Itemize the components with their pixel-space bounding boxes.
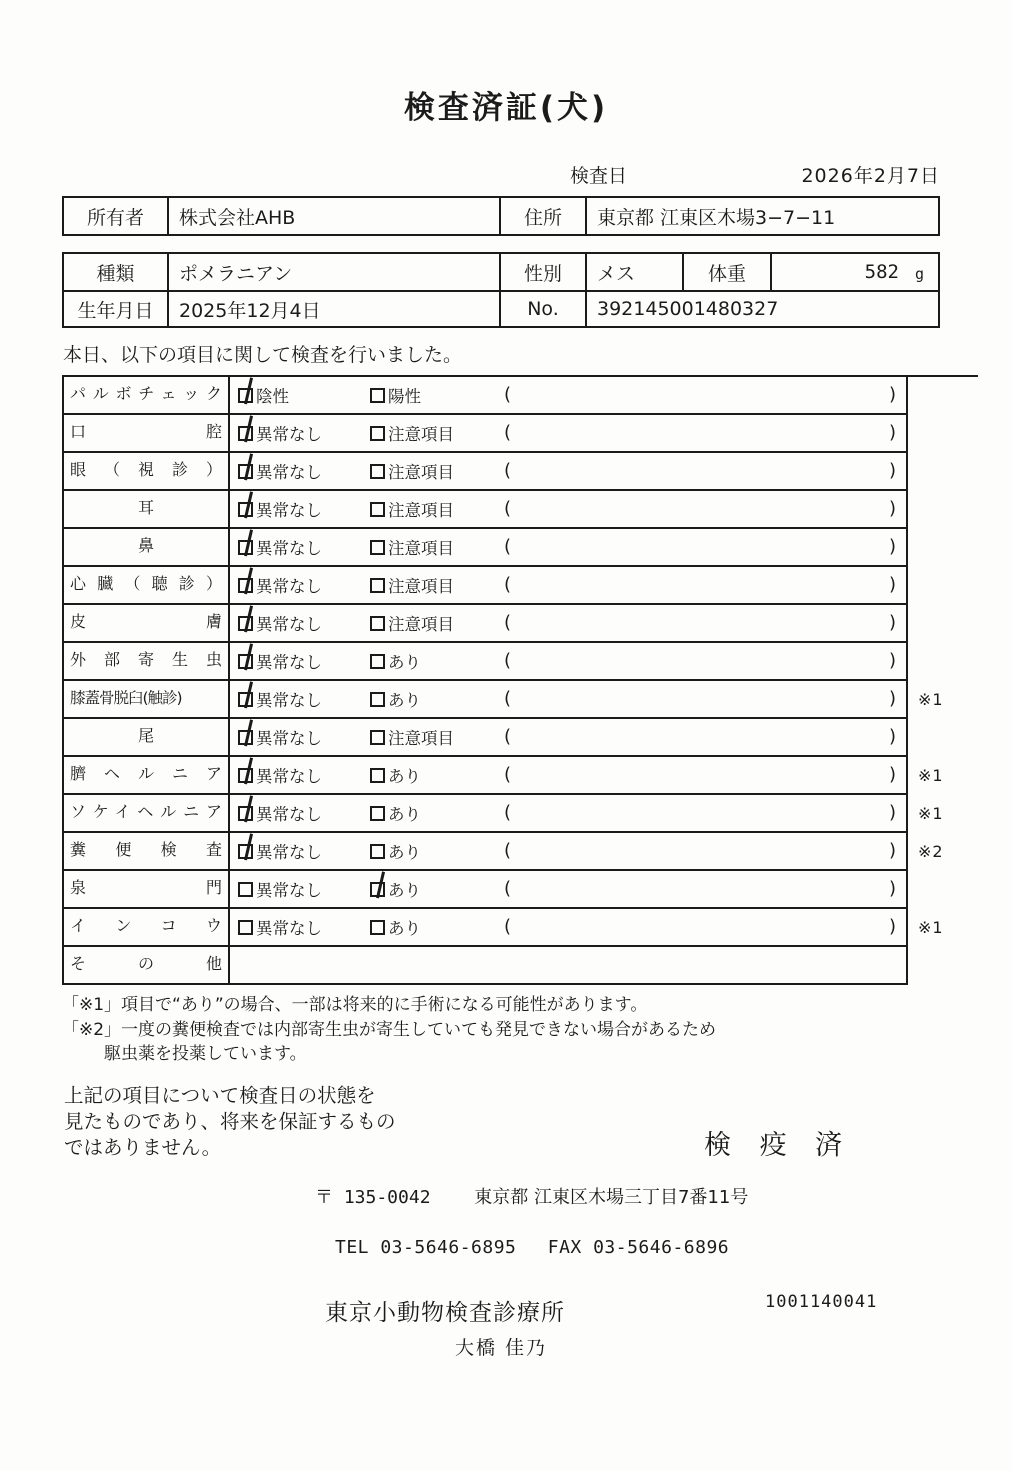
checkbox-option1 (238, 654, 253, 669)
option1 (238, 377, 289, 413)
row-footnote-mark: ※1 (918, 766, 944, 785)
paren-open: ( (504, 384, 512, 405)
footnote-1: 「※1」項目で“あり”の場合、一部は将来的に手術になる可能性があります。 (62, 995, 648, 1015)
option1-label: 異常なし (256, 691, 322, 710)
paren-open: ( (504, 688, 512, 709)
paren-open: ( (504, 802, 512, 823)
checklist-item-options (230, 909, 908, 947)
paren-open: ( (504, 878, 512, 899)
option1-label: 異常なし (256, 767, 322, 786)
checklist-item-label: 眼（視診） (62, 453, 230, 491)
checkbox-option1 (238, 844, 253, 859)
paren-open: ( (504, 536, 512, 557)
option2 (370, 909, 421, 945)
option2-label: あり (388, 767, 421, 786)
option2 (370, 529, 454, 565)
option2 (370, 757, 421, 793)
checklist-item-options (230, 833, 908, 871)
check-mark-icon (244, 833, 253, 860)
option1 (238, 491, 322, 527)
option1 (238, 605, 322, 641)
checklist-item-options (230, 947, 908, 985)
address-label: 住所 (499, 198, 585, 234)
checklist-item-label: 鼻 (62, 529, 230, 567)
checklist-item-label: 心臓（聴診） (62, 567, 230, 605)
breed-row (64, 254, 938, 290)
checkbox-option2 (370, 464, 385, 479)
checkbox-option1 (238, 578, 253, 593)
checklist-item-label: 膝蓋骨脱臼(触診) (62, 681, 230, 719)
clinic-postal-line (315, 1183, 1012, 1209)
checkbox-option2 (370, 768, 385, 783)
option2 (370, 491, 454, 527)
clinic-name: 東京小動物検査診療所 (325, 1299, 565, 1326)
checklist-item-label: 尾 (62, 719, 230, 757)
checklist-item-label: パルボチェック (62, 377, 230, 415)
paren-open: ( (504, 764, 512, 785)
option1-label: 陰性 (256, 387, 289, 406)
owner-label: 所有者 (86, 206, 144, 229)
quarantine-stamp: 検 疫 済 (704, 1129, 853, 1161)
option2-label: 注意項目 (388, 729, 454, 748)
option1-label: 異常なし (256, 577, 322, 596)
checklist-item-options (230, 643, 908, 681)
check-mark-icon (244, 643, 253, 670)
option1-label: 異常なし (256, 615, 322, 634)
option1-label: 異常なし (256, 653, 322, 672)
birth-value: 2025年12月4日 (167, 292, 499, 326)
option1-label: 異常なし (256, 501, 322, 520)
row-footnote-mark (908, 377, 974, 415)
weight-unit: g (914, 265, 924, 283)
paren-close: ) (888, 878, 896, 899)
option2-label: あり (388, 691, 421, 710)
checkbox-option2 (370, 578, 385, 593)
paren-close: ) (888, 688, 896, 709)
birth-row (64, 290, 938, 326)
disclaimer-line3: ではありません。 (64, 1135, 222, 1159)
row-footnote-mark (908, 529, 974, 567)
owner-table (62, 196, 940, 236)
disclaimer-line2: 見たものであり、将来を保証するもの (64, 1109, 396, 1133)
option2 (370, 681, 421, 717)
check-mark-icon (244, 681, 253, 708)
paren-close: ) (888, 498, 896, 519)
checklist-item-label: 臍ヘルニア (62, 757, 230, 795)
row-footnote-mark (908, 415, 974, 453)
option1 (238, 453, 322, 489)
checklist-item-options (230, 605, 908, 643)
option1-label: 異常なし (256, 729, 322, 748)
clinic-tel: TEL 03-5646-6895 (335, 1236, 517, 1258)
paren-close: ) (888, 840, 896, 861)
option2 (370, 643, 421, 679)
vet-name: 大橋 佳乃 (455, 1336, 548, 1359)
option2-label: 陽性 (388, 387, 421, 406)
option1 (238, 643, 322, 679)
option2-label: あり (388, 805, 421, 824)
checklist-row (62, 605, 978, 643)
option1-label: 異常なし (256, 919, 322, 938)
closing-section (64, 1083, 1012, 1161)
checklist-item-options (230, 757, 908, 795)
check-mark-icon (244, 453, 253, 480)
row-footnote-mark (908, 453, 974, 491)
option2 (370, 377, 421, 413)
checkbox-option1 (238, 502, 253, 517)
checkbox-option2 (370, 388, 385, 403)
checklist-row (62, 833, 978, 871)
checklist-row (62, 947, 978, 985)
option1-label: 異常なし (256, 843, 322, 862)
paren-close: ) (888, 802, 896, 823)
option1 (238, 757, 322, 793)
address-value: 東京都 江東区木場3−7−11 (585, 198, 938, 234)
check-mark-icon (244, 757, 253, 784)
sex-label: 性別 (499, 254, 585, 290)
check-mark-icon (244, 415, 253, 442)
checklist-row (62, 415, 978, 453)
checklist-table (62, 375, 978, 985)
checkbox-option1 (238, 768, 253, 783)
checkbox-option1 (238, 692, 253, 707)
row-footnote-mark: ※2 (918, 842, 944, 861)
option1-label: 異常なし (256, 425, 322, 444)
option2-label: 注意項目 (388, 615, 454, 634)
option1 (238, 833, 322, 869)
row-footnote-mark (908, 947, 974, 985)
checkbox-option1 (238, 920, 253, 935)
option1 (238, 909, 322, 945)
checklist-item-options (230, 491, 908, 529)
paren-open: ( (504, 422, 512, 443)
checklist-row (62, 643, 978, 681)
checklist-row (62, 453, 978, 491)
check-mark-icon (244, 795, 253, 822)
serial-number: 1001140041 (765, 1292, 878, 1312)
checklist-row (62, 795, 978, 833)
option1 (238, 567, 322, 603)
checkbox-option2 (370, 806, 385, 821)
checklist-row (62, 719, 978, 757)
option2-label: 注意項目 (388, 463, 454, 482)
checklist-row (62, 871, 978, 909)
row-footnote-mark (908, 719, 974, 757)
check-mark-icon (244, 719, 253, 746)
check-mark-icon (244, 605, 253, 632)
paren-close: ) (888, 574, 896, 595)
option2-label: あり (388, 919, 421, 938)
option1-label: 異常なし (256, 463, 322, 482)
option2 (370, 719, 454, 755)
checkbox-option1 (238, 730, 253, 745)
paren-open: ( (504, 726, 512, 747)
no-label: No. (499, 292, 585, 326)
postal-code: 〒 135-0042 (315, 1186, 431, 1208)
checkbox-option1 (238, 464, 253, 479)
footnote-2-line1: 「※2」一度の糞便検査では内部寄生虫が寄生していても発見できない場合があるため (62, 1019, 717, 1040)
paren-open: ( (504, 498, 512, 519)
checkbox-option1 (238, 882, 253, 897)
disclaimer-line1: 上記の項目について検査日の状態を (64, 1083, 376, 1107)
page-title: 検査済証(犬) (403, 90, 609, 126)
row-footnote-mark (908, 643, 974, 681)
option1-label: 異常なし (256, 805, 322, 824)
checkbox-option1 (238, 616, 253, 631)
checklist-row (62, 909, 978, 947)
option2-label: 注意項目 (388, 539, 454, 558)
checkbox-option1 (238, 388, 253, 403)
paren-open: ( (504, 650, 512, 671)
checklist-item-label: ソケイヘルニア (62, 795, 230, 833)
option1 (238, 681, 322, 717)
option2 (370, 795, 421, 831)
option2 (370, 833, 421, 869)
checklist-item-options (230, 453, 908, 491)
checklist-item-label: インコウ (62, 909, 230, 947)
option1 (238, 415, 322, 451)
birth-label: 生年月日 (77, 299, 154, 322)
checkbox-option2 (370, 844, 385, 859)
row-footnote-mark: ※1 (918, 804, 944, 823)
paren-open: ( (504, 916, 512, 937)
checkbox-option2 (370, 616, 385, 631)
option1-label: 異常なし (256, 539, 322, 558)
checkbox-option2 (370, 540, 385, 555)
paren-close: ) (888, 916, 896, 937)
checklist-item-label: 口腔 (62, 415, 230, 453)
checkbox-option2 (370, 502, 385, 517)
paren-open: ( (504, 574, 512, 595)
disclaimer (64, 1083, 1012, 1161)
check-mark-icon (244, 567, 253, 594)
paren-open: ( (504, 612, 512, 633)
pet-table (62, 252, 940, 328)
weight-cell (770, 254, 938, 290)
checklist-item-options (230, 377, 908, 415)
row-footnote-mark (908, 605, 974, 643)
paren-close: ) (888, 422, 896, 443)
breed-value: ポメラニアン (167, 254, 499, 290)
owner-value: 株式会社AHB (167, 198, 499, 234)
row-footnote-mark: ※1 (918, 690, 944, 709)
row-footnote-mark (908, 871, 974, 909)
checklist-item-label: その他 (62, 947, 230, 985)
checkbox-option2 (370, 920, 385, 935)
option2-label: あり (388, 881, 421, 900)
checklist-item-options (230, 795, 908, 833)
option2 (370, 871, 421, 907)
paren-open: ( (504, 460, 512, 481)
option2-label: あり (388, 653, 421, 672)
checklist-item-options (230, 529, 908, 567)
checklist-row (62, 377, 978, 415)
sex-value: メス (585, 254, 682, 290)
weight-value: 582 (864, 261, 899, 283)
paren-close: ) (888, 612, 896, 633)
clinic-fax: FAX 03-5646-6896 (547, 1236, 730, 1258)
checklist-item-label: 糞便検査 (62, 833, 230, 871)
row-footnote-mark: ※1 (918, 918, 944, 937)
paren-open: ( (504, 840, 512, 861)
checklist-item-label: 耳 (62, 491, 230, 529)
clinic-tel-line (335, 1237, 1012, 1258)
checklist-item-options (230, 415, 908, 453)
row-footnote-mark (908, 491, 974, 529)
option1 (238, 719, 322, 755)
no-value: 392145001480327 (585, 292, 938, 326)
option1-label: 異常なし (256, 881, 322, 900)
check-mark-icon (244, 529, 253, 556)
inspection-date-row (62, 161, 940, 188)
paren-close: ) (888, 650, 896, 671)
checkbox-option2 (370, 730, 385, 745)
checklist-item-options (230, 719, 908, 757)
option2-label: 注意項目 (388, 577, 454, 596)
checkbox-option2 (370, 882, 385, 897)
checkbox-option2 (370, 692, 385, 707)
check-mark-icon (244, 377, 253, 404)
option2 (370, 453, 454, 489)
inspection-date-label: 検査日 (570, 165, 628, 187)
paren-close: ) (888, 764, 896, 785)
option2-label: あり (388, 843, 421, 862)
option1 (238, 871, 322, 907)
checklist-item-label: 泉門 (62, 871, 230, 909)
weight-label: 体重 (682, 254, 770, 290)
checklist-item-label: 外部寄生虫 (62, 643, 230, 681)
checklist-item-options (230, 567, 908, 605)
clinic-address: 東京都 江東区木場三丁目7番11号 (474, 1186, 749, 1208)
intro-text: 本日、以下の項目に関して検査を行いました。 (63, 344, 463, 366)
paren-close: ) (888, 726, 896, 747)
owner-row (64, 198, 938, 234)
option2-label: 注意項目 (388, 425, 454, 444)
checklist-item-options (230, 681, 908, 719)
check-mark-icon (376, 871, 385, 898)
checklist-row (62, 529, 978, 567)
checkbox-option1 (238, 426, 253, 441)
inspection-date-value: 2026年2月7日 (801, 165, 940, 187)
option2-label: 注意項目 (388, 501, 454, 520)
option2 (370, 567, 454, 603)
footnotes (62, 993, 1012, 1067)
option1 (238, 529, 322, 565)
checklist-item-options (230, 871, 908, 909)
checklist-row (62, 567, 978, 605)
paren-close: ) (888, 460, 896, 481)
checklist-row (62, 757, 978, 795)
option1 (238, 795, 322, 831)
option2 (370, 415, 454, 451)
check-mark-icon (244, 491, 253, 518)
breed-label: 種類 (96, 262, 135, 285)
checkbox-option1 (238, 806, 253, 821)
footnote-2-line2: 駆虫薬を投薬しています。 (104, 1044, 307, 1065)
checkbox-option2 (370, 426, 385, 441)
checkbox-option1 (238, 540, 253, 555)
row-footnote-mark (908, 567, 974, 605)
checklist-item-label: 皮膚 (62, 605, 230, 643)
option2 (370, 605, 454, 641)
paren-close: ) (888, 384, 896, 405)
checklist-row (62, 681, 978, 719)
checklist-row (62, 491, 978, 529)
checkbox-option2 (370, 654, 385, 669)
paren-close: ) (888, 536, 896, 557)
